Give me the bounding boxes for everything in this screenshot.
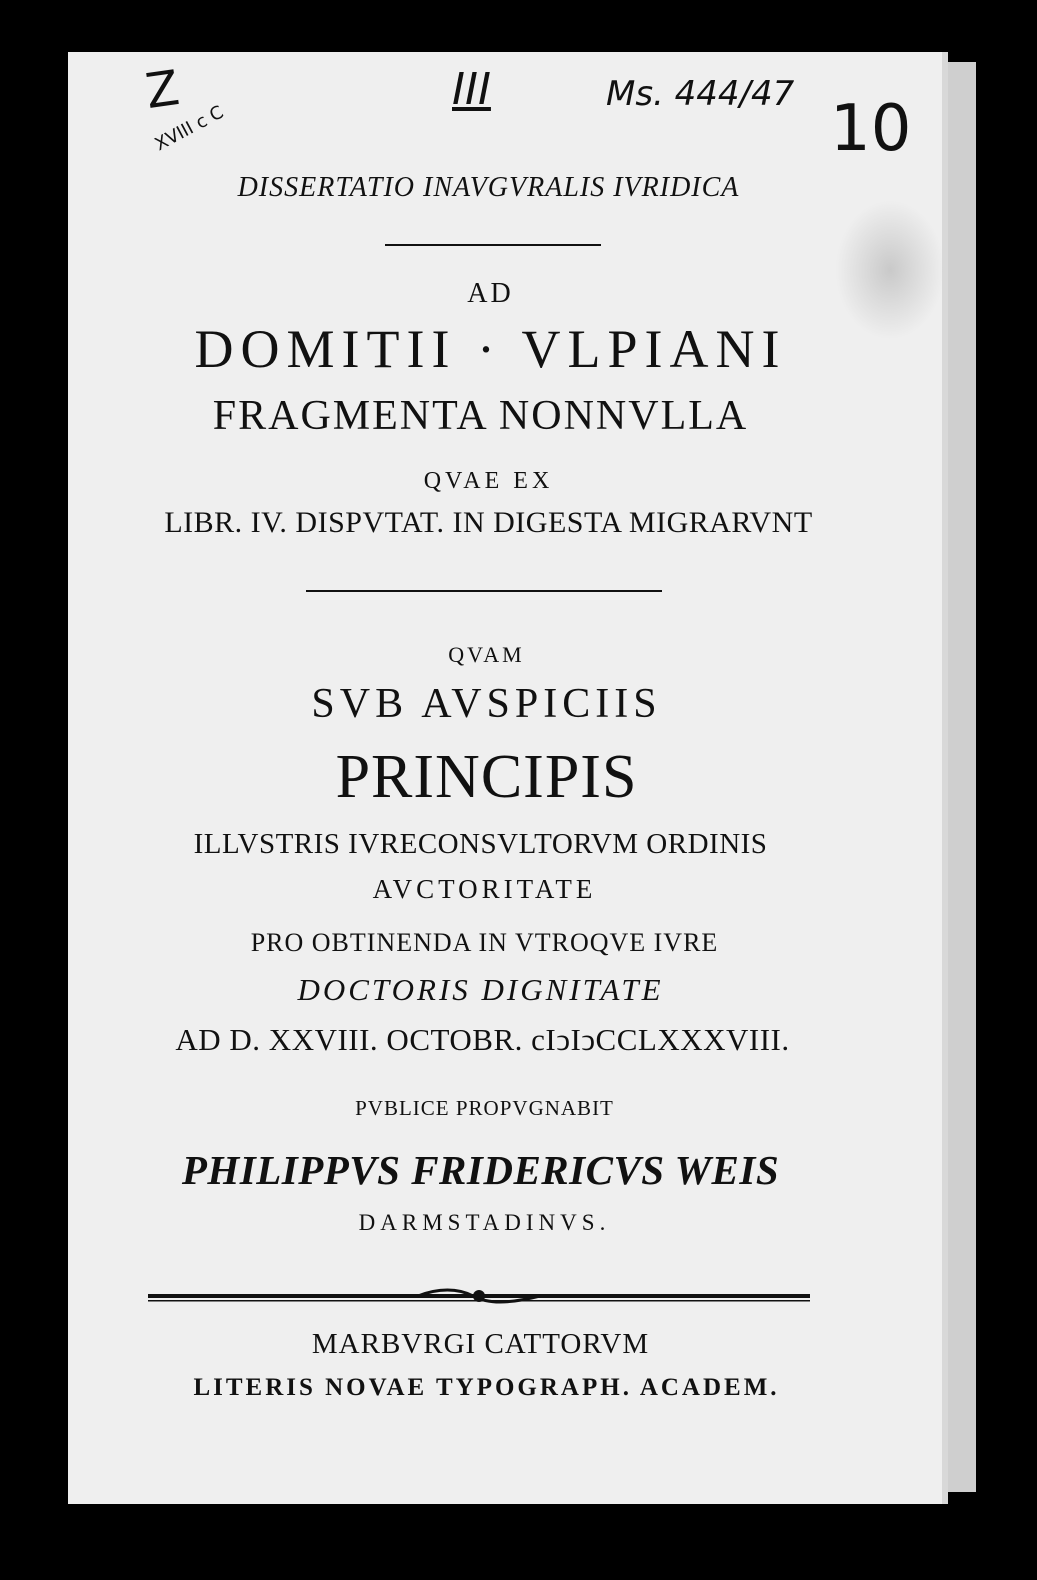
divider-1 xyxy=(385,244,601,246)
ornamental-rule xyxy=(148,1288,810,1306)
body-quam: QVAM xyxy=(448,642,525,667)
title-quae-ex: QVAE EX xyxy=(423,468,554,494)
body-origin: DARMSTADINVS. xyxy=(358,1210,611,1235)
ms-number: Ms. 444/47 xyxy=(606,74,795,114)
body-respondent: PHILIPPVS FRIDERICVS WEIS xyxy=(181,1147,780,1193)
title-author: DOMITII · VLPIANI xyxy=(194,319,787,379)
page-number: 10 xyxy=(830,92,912,166)
body-doctoris: DOCTORIS DIGNITATE xyxy=(297,972,664,1007)
body-illustris: ILLVSTRIS IVRECONSVLTORVM ORDINIS xyxy=(193,828,768,860)
roman-numeral: III xyxy=(452,64,491,115)
body-pro-obtinenda: PRO OBTINENDA IN VTROQVE IVRE xyxy=(250,928,719,957)
title-libr: LIBR. IV. DISPVTAT. IN DIGESTA MIGRARVNT xyxy=(164,506,813,539)
body-publice: PVBLICE PROPVGNABIT xyxy=(355,1096,614,1120)
body-auctoritate: AVCTORITATE xyxy=(372,874,597,904)
body-date: AD D. XXVIII. OCTOBR. cIↄIↄCCLXXXVIII. xyxy=(175,1022,790,1057)
title-fragmenta: FRAGMENTA NONNVLLA xyxy=(212,393,749,439)
body-sub-auspiciis: SVB AVSPICIIS xyxy=(311,681,662,727)
title-ad: AD xyxy=(467,278,514,309)
dissertation-heading: DISSERTATIO INAVGVRALIS IVRIDICA xyxy=(237,172,740,203)
imprint-printer: LITERIS NOVAE TYPOGRAPH. ACADEM. xyxy=(193,1374,780,1401)
shelfmark-left-sub: XVIII c C xyxy=(151,101,228,156)
divider-2 xyxy=(306,590,662,592)
shelfmark-left: Z xyxy=(142,59,183,121)
body-principis: PRINCIPIS xyxy=(335,743,638,811)
imprint-place: MARBVRGI CATTORVM xyxy=(311,1328,650,1360)
